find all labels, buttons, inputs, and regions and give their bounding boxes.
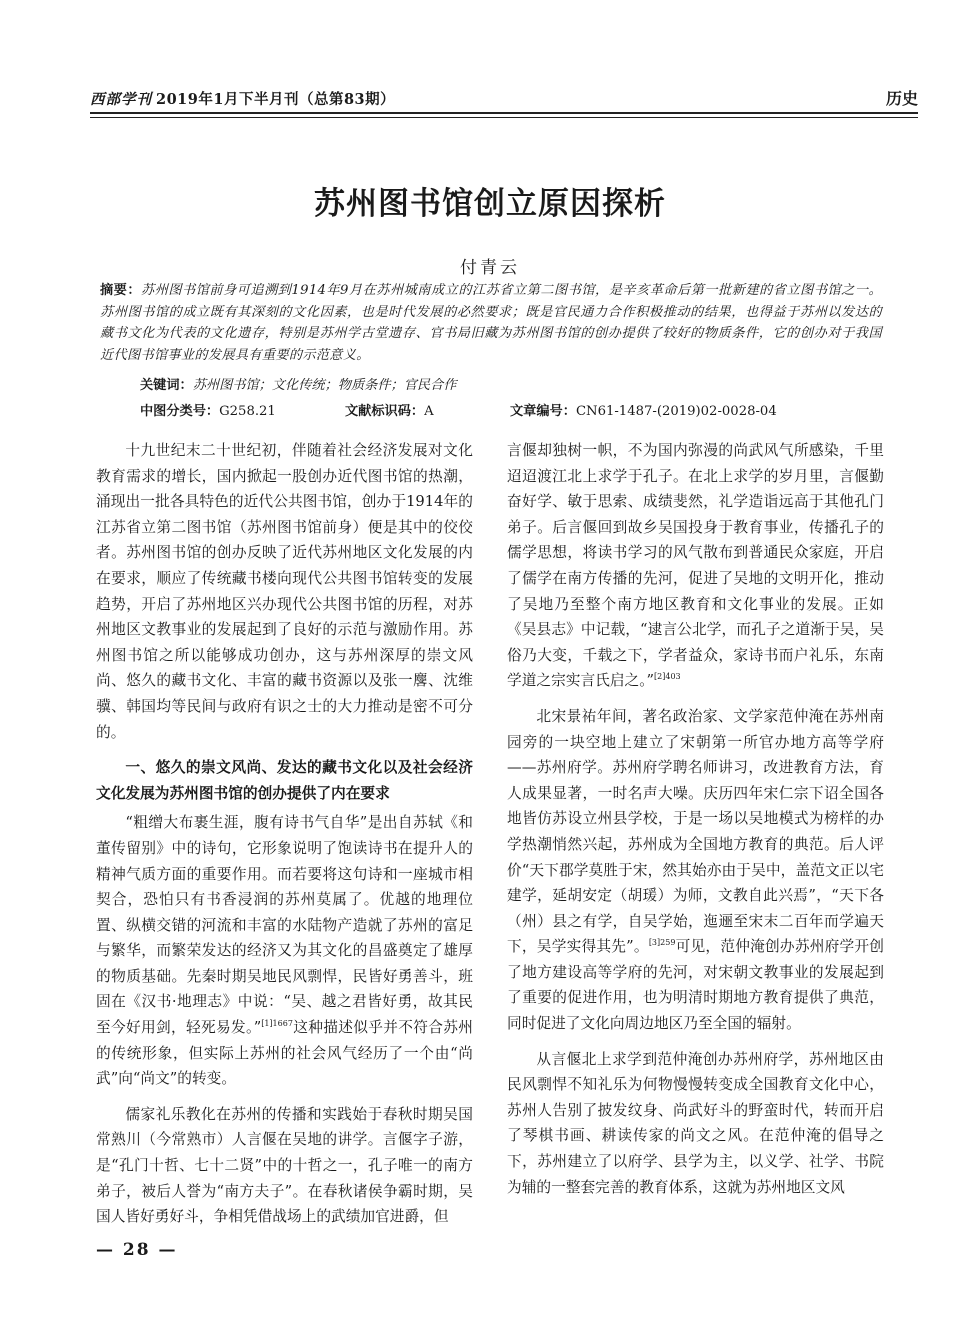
section-label: 历史 [885, 89, 918, 108]
page-number: — 28 — [96, 1240, 178, 1260]
abstract [100, 280, 882, 366]
header-rule-thin [90, 117, 918, 118]
citation: [3]259 [648, 938, 676, 948]
journal-logo: 西部学刊 [90, 91, 152, 108]
header-rule [90, 112, 918, 114]
document-code-value: A [424, 404, 434, 419]
paragraph-text: 可见，范仲淹创办苏州府学开创了地方建设高等学府的先河，对宋朝文教事业的发展起到了重要的促进作用，也为明清时期地方教育提供了典范，同时促进了文化向周边地区乃至全国的辐射。 [507, 938, 884, 1033]
keywords-label: 关键词： [140, 378, 193, 393]
journal-info [90, 88, 395, 109]
keywords [140, 374, 882, 393]
paragraph: 儒家礼乐教化在苏州的传播和实践始于春秋时期吴国常熟川（今常熟市）人言偃在吴地的讲学。言偃字子游，是“孔门十哲、七十二贤”中的十哲之一，孔子唯一的南方弟子，被后人誉为“南方夫子”。在春秋诸侯争霸时期，吴国人皆好勇好斗，争相凭借战场上的武绩加官进爵，但 [96, 1105, 473, 1226]
paragraph: 十九世纪末二十世纪初，伴随着社会经济发展对文化教育需求的增长，国内掀起一股创办近代图书馆的热潮，涌现出一批各具特色的近代公共图书馆，创办于1914年的江苏省立第二图书馆（苏州图书馆前身）便是其中的佼佼者。苏州图书馆的创办反映了近代苏州地区文化发展的内在要求，顺应了传统藏书楼向现代公共图书馆转变的发展趋势，开启了苏州地区兴办现代公共图书馆的历程，对苏州地区文教事业的发展起到了良好的示范与激励作用。苏州图书馆之所以能够成功创办，这与苏州深厚的崇文风尚、悠久的藏书文化、丰富的藏书资源以及张一麐、沈维骥、韩国均等民间与政府有识之士的大力推动是密不可分的。 [96, 442, 473, 741]
document-code [345, 400, 434, 419]
paragraph-text: 言偃却独树一帜，不为国内弥漫的尚武风气所感染，千里迢迢渡江北上求学于孔子。在北上求学的岁月里，言偃勤奋好学、敏于思索、成绩斐然，礼学造诣远高于其他孔门弟子。后言偃回到故乡吴国投身于教育事业，传播孔子的儒学思想，将读书学习的风气散布到普通民众家庭，开启了儒学在南方传播的先河，促进了吴地的文明开化，推动了吴地乃至整个南方地区教育和文化事业的发展。正如《吴县志》中记载，“逮言公北学，而孔子之道渐于吴，吴俗乃大变，千载之下，学者益众，家诗书而户礼乐，东南学道之宗实言氏启之。” [507, 442, 884, 690]
classification-row [140, 400, 882, 422]
article-author: 付青云 [460, 258, 520, 278]
paragraph-text: 北宋景祐年间，著名政治家、文学家范仲淹在苏州南园旁的一块空地上建立了宋朝第一所官办地方高等学府——苏州府学。苏州府学聘名师讲习，改进教育方法，育人成果显著，一时名声大噪。庆历四年宋仁宗下诏全国各地皆仿苏设立州县学校，于是一场以吴地模式为榜样的办学热潮悄然兴起，苏州成为全国地方教育的典范。后人评价“天下郡学莫胜于宋，然其始亦由于吴中，盖范文正以宅建学，延胡安定（胡瑗）为师，文教自此兴焉”，“天下各（州）县之有学，自吴学始，迤逦至宋末二百年而学遍天下，吴学实得其先”。 [507, 707, 884, 956]
class-number-label: 中图分类号： [140, 404, 220, 419]
abstract-text: 苏州图书馆前身可追溯到1914年9月在苏州城南成立的江苏省立第二图书馆，是辛亥革命后第一批新建的省立图书馆之一。苏州图书馆的成立既有其深刻的文化因素，也是时代发展的必然要求；既是官民通力合作积极推动的结果，也得益于苏州以发达的藏书文化为代表的文化遗存，特别是苏州学古堂遗存、官书局旧藏为苏州图书馆的创办提供了较好的物质条件，它的创办对于我国近代图书馆事业的发展具有重要的示范意义。 [100, 283, 883, 363]
article-number [510, 400, 777, 419]
article-title: 苏州图书馆创立原因探析 [314, 186, 666, 222]
citation: [1]1667 [261, 1019, 293, 1029]
issue-info: 2019年1月下半月刊（总第83期） [156, 91, 396, 108]
body-column-left [96, 438, 473, 1230]
paragraph-text: 这种描述似乎并不符合苏州的传统形象，但实际上苏州的社会风气经历了一个由“尚武”向“尚文”的转变。 [96, 1019, 473, 1088]
running-header [90, 84, 918, 118]
article-number-value: CN61-1487-(2019)02-0028-04 [575, 404, 777, 419]
class-number [140, 400, 276, 419]
article-number-label: 文章编号： [510, 404, 576, 419]
section-heading: 一、悠久的崇文风尚、发达的藏书文化以及社会经济文化发展为苏州图书馆的创办提供了内在要求 [96, 759, 473, 802]
body-column-right [507, 438, 884, 1200]
document-code-label: 文献标识码： [345, 404, 425, 419]
paragraph: 从言偃北上求学到范仲淹创办苏州府学，苏州地区由民风剽悍不知礼乐为何物慢慢转变成全国教育文化中心，苏州人告别了披发纹身、尚武好斗的野蛮时代，转而开启了琴棋书画、耕读传家的尚文之风。在范仲淹的倡导之下，苏州建立了以府学、县学为主，以义学、社学、书院为辅的一整套完善的教育体系，这就为苏州地区文风 [507, 1050, 884, 1196]
paragraph [507, 438, 884, 694]
class-number-value: G258.21 [219, 404, 276, 419]
abstract-label: 摘要： [100, 283, 142, 298]
paragraph-text: “粗缯大布裹生涯，腹有诗书气自华”是出自苏轼《和董传留别》中的诗句，它形象说明了饱读诗书在提升人的精神气质方面的重要作用。而若要将这句诗和一座城市相契合，恐怕只有书香浸润的苏州莫属了。优越的地理位置、纵横交错的河流和丰富的水陆物产造就了苏州的富足与繁华，而繁荣发达的经济又为其文化的昌盛奠定了雄厚的物质基础。先秦时期吴地民风剽悍，民皆好勇善斗，班固在《汉书·地理志》中说：“吴、越之君皆好勇，故其民至今好用剑，轻死易发。” [96, 814, 473, 1037]
citation: [2]403 [654, 672, 681, 682]
paragraph [507, 704, 884, 1037]
keywords-text: 苏州图书馆；文化传统；物质条件；官民合作 [192, 378, 457, 393]
paragraph [96, 810, 473, 1092]
